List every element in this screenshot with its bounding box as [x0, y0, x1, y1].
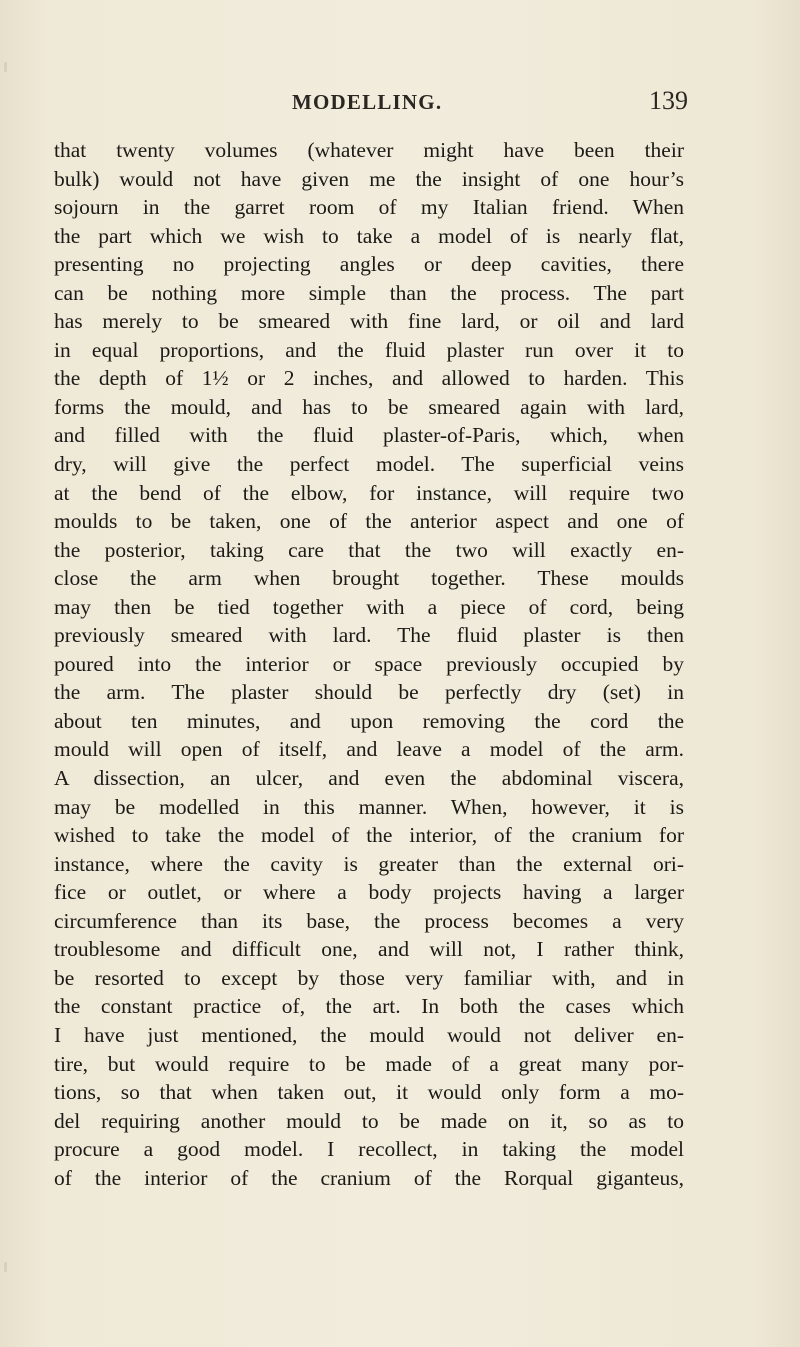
text-line: at the bend of the elbow, for instance, will require two: [54, 480, 684, 505]
text-line: the part which we wish to take a model of is nearly flat,: [54, 223, 684, 248]
page-edge-mark: [4, 62, 7, 72]
text-line: troublesome and difficult one, and will not, I rather think,: [54, 937, 684, 962]
text-line: tire, but would require to be made of a great many por-: [54, 1051, 684, 1076]
text-line: the constant practice of, the art. In both the cases which: [54, 994, 684, 1019]
text-line: mould will open of itself, and leave a model of the arm.: [54, 737, 684, 762]
text-line: in equal proportions, and the fluid plaster run over it to: [54, 337, 684, 362]
text-line: bulk) would not have given me the insight of one hour’s: [54, 166, 684, 191]
text-line: close the arm when brought together. These moulds: [54, 566, 684, 591]
text-line: may then be tied together with a piece of cord, being: [54, 594, 684, 619]
text-line: I have just mentioned, the mould would not deliver en-: [54, 1022, 684, 1047]
text-line: the arm. The plaster should be perfectly dry (set) in: [54, 680, 684, 705]
page-edge-mark: [4, 1262, 7, 1272]
text-line: forms the mould, and has to be smeared again with lard,: [54, 394, 684, 419]
text-line: may be modelled in this manner. When, however, it is: [54, 794, 684, 819]
section-title: MODELLING.: [292, 90, 443, 114]
text-line: of the interior of the cranium of the Rorqual giganteus,: [54, 1165, 684, 1190]
running-head: [292, 86, 688, 120]
body-text: [54, 136, 684, 1192]
text-line: presenting no projecting angles or deep cavities, there: [54, 252, 684, 277]
text-line: instance, where the cavity is greater than the external ori-: [54, 851, 684, 876]
text-line: A dissection, an ulcer, and even the abdominal viscera,: [54, 766, 684, 791]
page-number: 139: [649, 86, 688, 115]
text-line: sojourn in the garret room of my Italian friend. When: [54, 195, 684, 220]
text-line: the depth of 1½ or 2 inches, and allowed to harden. This: [54, 366, 684, 391]
text-line: poured into the interior or space previously occupied by: [54, 651, 684, 676]
text-line: that twenty volumes (whatever might have been their: [54, 138, 684, 162]
text-line: wished to take the model of the interior, of the cranium for: [54, 823, 684, 848]
text-line: about ten minutes, and upon removing the cord the: [54, 708, 684, 733]
text-line: tions, so that when taken out, it would only form a mo-: [54, 1080, 684, 1105]
text-line: moulds to be taken, one of the anterior aspect and one of: [54, 509, 684, 534]
text-line: procure a good model. I recollect, in taking the model: [54, 1137, 684, 1162]
text-line: and filled with the fluid plaster-of-Paris, which, when: [54, 423, 684, 448]
text-line: be resorted to except by those very familiar with, and in: [54, 965, 684, 990]
text-line: the posterior, taking care that the two will exactly en-: [54, 537, 684, 562]
text-line: previously smeared with lard. The fluid plaster is then: [54, 623, 684, 648]
text-line: del requiring another mould to be made on it, so as to: [54, 1108, 684, 1133]
text-line: fice or outlet, or where a body projects having a larger: [54, 880, 684, 905]
text-line: can be nothing more simple than the process. The part: [54, 280, 684, 305]
text-line: circumference than its base, the process becomes a very: [54, 908, 684, 933]
text-line: dry, will give the perfect model. The superficial veins: [54, 452, 684, 477]
text-line: has merely to be smeared with fine lard, or oil and lard: [54, 309, 684, 334]
